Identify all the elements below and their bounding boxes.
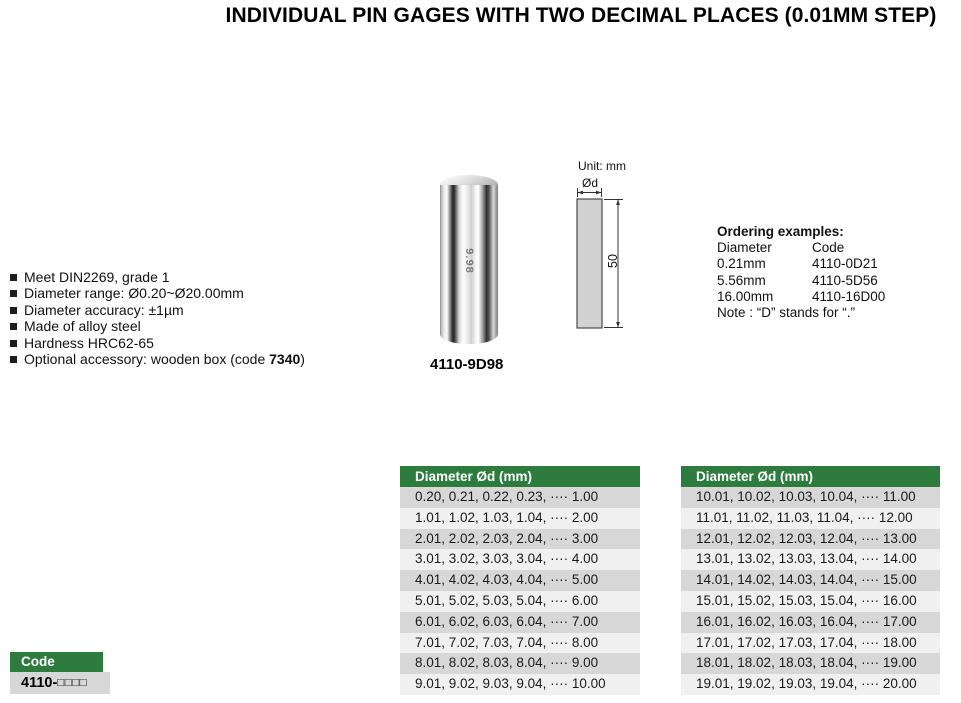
feature-item <box>10 335 305 351</box>
page-title: INDIVIDUAL PIN GAGES WITH TWO DECIMAL PLACES (0.01MM STEP) <box>225 4 937 27</box>
diameter-table-1 <box>400 466 640 695</box>
table-row: 1.01, 1.02, 1.03, 1.04, ···· 2.00 <box>400 508 640 529</box>
ordering-row: 5.56mm 4110-5D56 <box>717 272 878 288</box>
table-row: 8.01, 8.02, 8.03, 8.04, ···· 9.00 <box>400 653 640 674</box>
bullet-square-icon <box>10 274 17 281</box>
feature-item <box>10 285 305 301</box>
diameter-table-2 <box>681 466 940 695</box>
table-row: 18.01, 18.02, 18.03, 18.04, ···· 19.00 <box>681 653 940 674</box>
table-row: 16.01, 16.02, 16.03, 16.04, ···· 17.00 <box>681 612 940 633</box>
features-list <box>10 269 305 367</box>
code-prefix: 4110- <box>21 675 58 691</box>
gage-outline-rect <box>577 199 602 328</box>
ordering-note: Note : “D” stands for “.” <box>717 304 856 320</box>
table-header: Diameter Ød (mm) <box>400 466 640 487</box>
code-placeholder-squares: □□□□ <box>57 677 88 689</box>
code-box-value <box>10 672 110 694</box>
table-row: 6.01, 6.02, 6.03, 6.04, ···· 7.00 <box>400 612 640 633</box>
ordering-examples <box>717 224 885 321</box>
feature-text: Optional accessory: wooden box (code 7340) <box>24 350 305 367</box>
table-row: 11.01, 11.02, 11.03, 11.04, ···· 12.00 <box>681 508 940 529</box>
bullet-square-icon <box>10 307 17 314</box>
pin-engraving-text: 9.98 <box>463 248 475 274</box>
unit-label: Unit: mm <box>578 159 626 173</box>
ordering-header-row <box>717 240 885 256</box>
ordering-row: 16.00mm 4110-16D00 <box>717 288 886 304</box>
feature-text: Diameter accuracy: ±1µm <box>24 301 184 318</box>
feature-text: Meet DIN2269, grade 1 <box>24 269 170 285</box>
table-row: 15.01, 15.02, 15.03, 15.04, ···· 16.00 <box>681 591 940 612</box>
diameter-dim-label: Ød <box>581 176 598 190</box>
dimension-drawing <box>570 150 632 336</box>
feature-item <box>10 318 305 334</box>
code-box <box>10 652 110 694</box>
bullet-square-icon <box>10 323 17 330</box>
table-row: 19.01, 19.02, 19.03, 19.04, ···· 20.00 <box>681 674 940 695</box>
bullet-square-icon <box>10 356 17 363</box>
table-row: 7.01, 7.02, 7.03, 7.04, ···· 8.00 <box>400 633 640 654</box>
ordering-col-code: Code <box>812 240 845 256</box>
table-row: 3.01, 3.02, 3.03, 3.04, ···· 4.00 <box>400 549 640 570</box>
length-dim-label: 50 <box>606 254 620 268</box>
bullet-square-icon <box>10 340 17 347</box>
accessory-code: 7340 <box>269 350 301 367</box>
table-row: 10.01, 10.02, 10.03, 10.04, ···· 11.00 <box>681 487 940 508</box>
table-row: 14.01, 14.02, 14.03, 14.04, ···· 15.00 <box>681 570 940 591</box>
ordering-title: Ordering examples: <box>717 224 844 239</box>
table-row: 5.01, 5.02, 5.03, 5.04, ···· 6.00 <box>400 591 640 612</box>
pin-code-label: 4110-9D98 <box>430 356 504 373</box>
table-row: 12.01, 12.02, 12.03, 12.04, ···· 13.00 <box>681 529 940 550</box>
feature-text: Made of alloy steel <box>24 318 141 335</box>
table-row: 9.01, 9.02, 9.03, 9.04, ···· 10.00 <box>400 674 640 695</box>
ordering-row: 0.21mm 4110-0D21 <box>717 256 878 272</box>
table-row: 2.01, 2.02, 2.03, 2.04, ···· 3.00 <box>400 529 640 550</box>
feature-item <box>10 351 305 367</box>
bullet-square-icon <box>10 290 17 297</box>
table-header: Diameter Ød (mm) <box>681 466 940 487</box>
table-row: 13.01, 13.02, 13.03, 13.04, ···· 14.00 <box>681 549 940 570</box>
table-row: 4.01, 4.02, 4.03, 4.04, ···· 5.00 <box>400 570 640 591</box>
feature-text: Diameter range: Ø0.20~Ø20.00mm <box>24 285 244 302</box>
feature-text: Hardness HRC62-65 <box>24 334 154 351</box>
ordering-col-diameter: Diameter <box>717 240 772 256</box>
table-row: 0.20, 0.21, 0.22, 0.23, ···· 1.00 <box>400 487 640 508</box>
code-box-header: Code <box>10 652 103 672</box>
feature-item <box>10 269 305 285</box>
table-row: 17.01, 17.02, 17.03, 17.04, ···· 18.00 <box>681 633 940 654</box>
feature-item <box>10 302 305 318</box>
